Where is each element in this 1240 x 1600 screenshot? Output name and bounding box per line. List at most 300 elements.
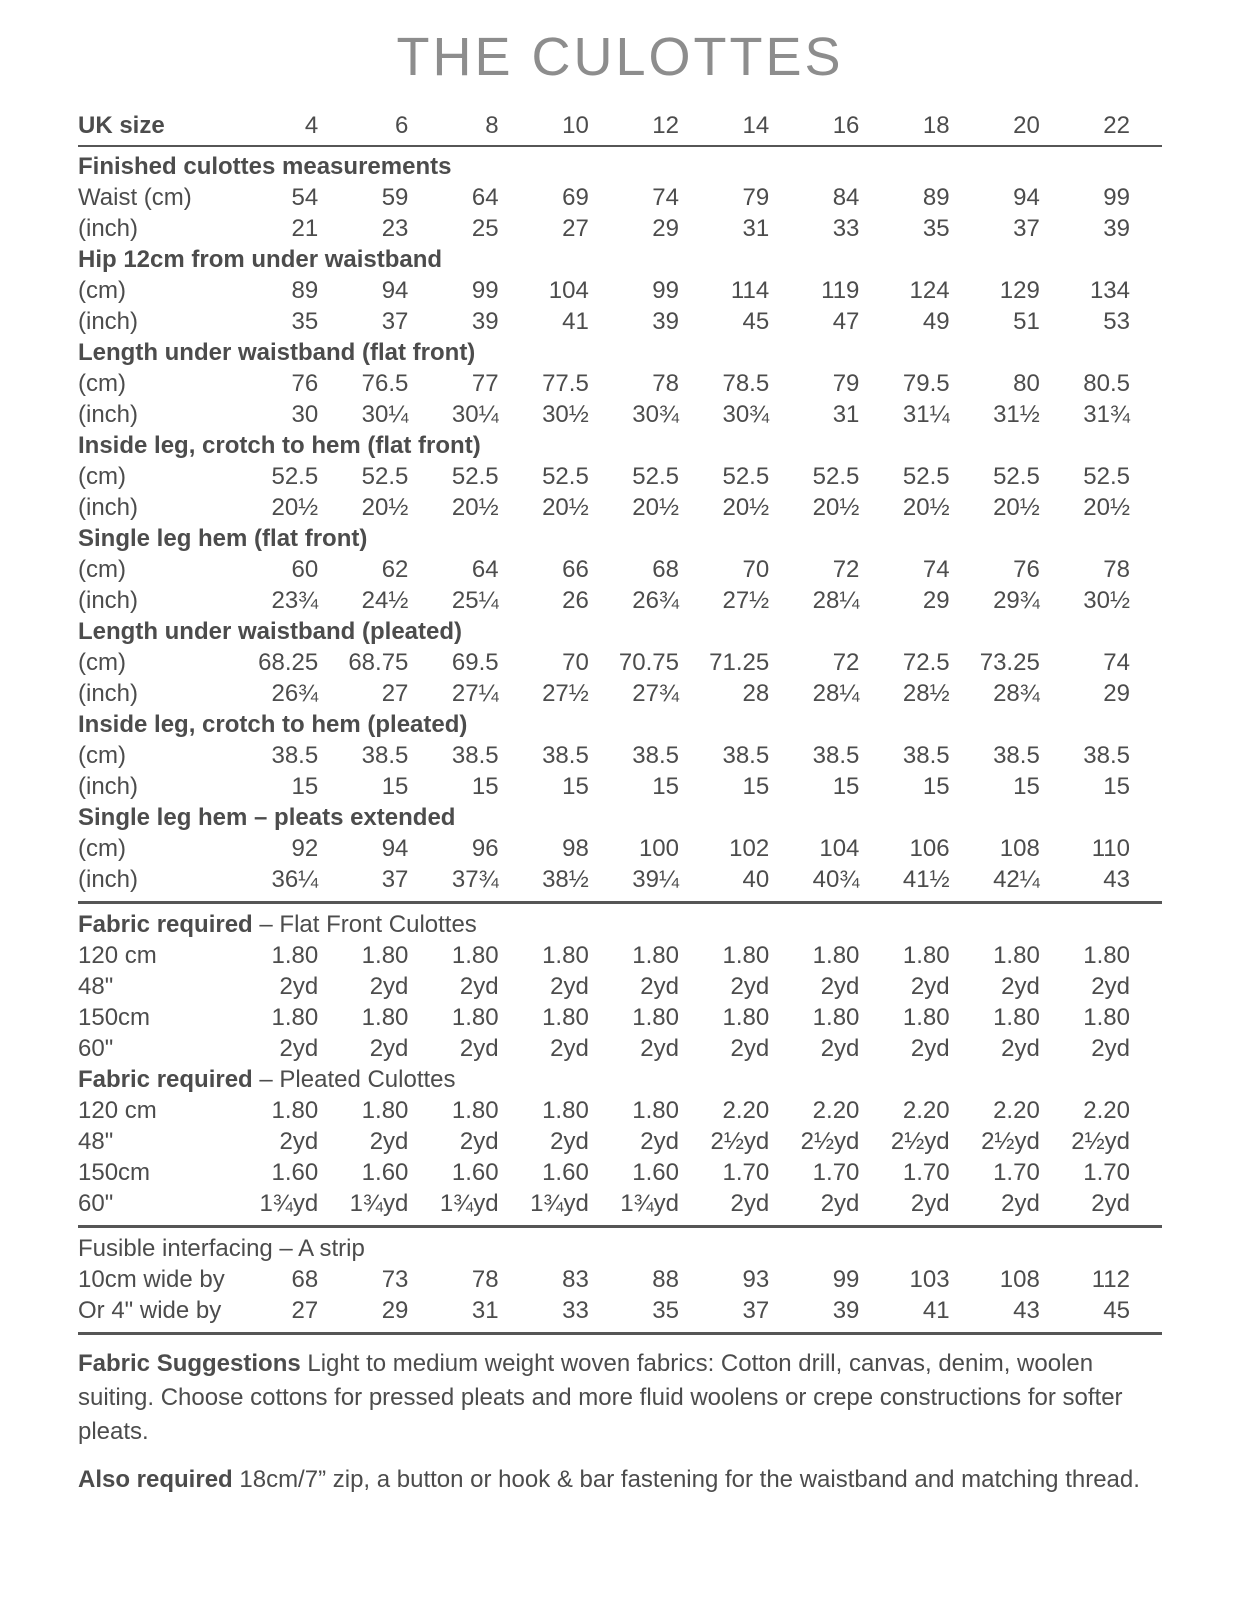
value-cell: 62 [381, 556, 409, 583]
value-cell: 2yd [1001, 1035, 1040, 1062]
value-cell: 2½yd [800, 1128, 860, 1155]
value-cell: 89 [291, 277, 319, 304]
value-cell: 2yd [1091, 973, 1130, 1000]
value-cell: 1.80 [451, 1097, 499, 1124]
divider [78, 1332, 1162, 1335]
section-header-plain-text: – Flat Front Culottes [252, 911, 477, 938]
value-cell: 114 [730, 277, 770, 304]
data-row [78, 740, 1162, 771]
data-row [78, 399, 1162, 430]
value-cell: 2yd [820, 1190, 860, 1217]
value-cell: 1.60 [361, 1159, 409, 1186]
data-row [78, 585, 1162, 616]
value-cell: 73 [381, 1266, 409, 1293]
value-cell: 77.5 [542, 370, 589, 397]
data-row [78, 1095, 1162, 1126]
value-cell: 2yd [640, 1035, 679, 1062]
value-cell: 30¼ [361, 401, 409, 428]
value-cell: 2.20 [993, 1097, 1040, 1124]
size-table [78, 110, 1162, 1335]
section-header-label [78, 909, 1130, 940]
data-row [78, 368, 1162, 399]
value-cell: 103 [909, 1266, 950, 1293]
value-cell: 20½ [902, 494, 950, 521]
value-cell: 70 [742, 556, 770, 583]
section-header-bold-text: Fabric required [78, 911, 253, 938]
data-row [78, 1188, 1162, 1219]
row-label: (cm) [78, 649, 126, 676]
size-value: 18 [922, 112, 950, 139]
size-value: 16 [832, 112, 860, 139]
value-cell: 29¾ [993, 587, 1040, 614]
value-cell: 1¾yd [620, 1190, 679, 1217]
value-cell: 28¾ [993, 680, 1040, 707]
value-cell: 30 [291, 401, 319, 428]
value-cell: 1.80 [993, 1004, 1040, 1031]
value-cell: 1.80 [722, 1004, 770, 1031]
value-cell: 2yd [279, 1128, 319, 1155]
value-cell: 20½ [812, 494, 860, 521]
value-cell: 64 [471, 184, 499, 211]
value-cell: 39 [1103, 215, 1130, 242]
value-cell: 79.5 [902, 370, 950, 397]
data-row [78, 461, 1162, 492]
value-cell: 76.5 [361, 370, 409, 397]
value-cell: 20½ [542, 494, 589, 521]
value-cell: 2yd [910, 1190, 950, 1217]
row-label: Waist (cm) [78, 184, 192, 211]
value-cell: 1.80 [542, 1097, 589, 1124]
value-cell: 2yd [459, 1128, 499, 1155]
row-label: (inch) [78, 866, 139, 893]
value-cell: 112 [1091, 1266, 1130, 1293]
row-label: (inch) [78, 587, 139, 614]
value-cell: 1¾yd [349, 1190, 409, 1217]
section-header-row [78, 709, 1162, 740]
value-cell: 68 [652, 556, 679, 583]
value-cell: 15 [652, 773, 679, 800]
value-cell: 92 [291, 835, 319, 862]
value-cell: 94 [381, 277, 409, 304]
value-cell: 94 [381, 835, 409, 862]
row-label: (inch) [78, 401, 139, 428]
value-cell: 25 [471, 215, 499, 242]
value-cell: 104 [819, 835, 860, 862]
value-cell: 20½ [993, 494, 1040, 521]
value-cell: 41 [562, 308, 589, 335]
value-cell: 80 [1013, 370, 1040, 397]
section-header-bold-text: Single leg hem (flat front) [78, 525, 368, 552]
data-row [78, 1157, 1162, 1188]
section-header-row [78, 802, 1162, 833]
section-header-label [78, 523, 1130, 554]
section-header-row [78, 616, 1162, 647]
value-cell: 38.5 [542, 742, 589, 769]
value-cell: 26 [562, 587, 589, 614]
value-cell: 41½ [902, 866, 950, 893]
value-cell: 74 [922, 556, 950, 583]
value-cell: 40 [742, 866, 770, 893]
value-cell: 27½ [542, 680, 589, 707]
row-label: (inch) [78, 308, 139, 335]
value-cell: 1.60 [271, 1159, 319, 1186]
data-row [78, 554, 1162, 585]
value-cell: 88 [652, 1266, 679, 1293]
value-cell: 1¾yd [439, 1190, 499, 1217]
value-cell: 2yd [910, 1035, 950, 1062]
value-cell: 2yd [550, 1128, 589, 1155]
row-label: 120 cm [78, 942, 157, 969]
value-cell: 2yd [550, 1035, 589, 1062]
row-label: 60" [78, 1190, 114, 1217]
value-cell: 38.5 [451, 742, 499, 769]
value-cell: 2.20 [902, 1097, 950, 1124]
value-cell: 15 [1013, 773, 1040, 800]
value-cell: 2yd [910, 973, 950, 1000]
value-cell: 35 [922, 215, 950, 242]
value-cell: 119 [821, 277, 860, 304]
size-value: 12 [652, 112, 679, 139]
row-label: (cm) [78, 370, 126, 397]
value-cell: 1.80 [451, 942, 499, 969]
section-header-row [78, 1064, 1162, 1095]
note-lead-bold: Fabric Suggestions [78, 1350, 301, 1377]
value-cell: 52.5 [632, 463, 679, 490]
section-header-bold-text: Fabric required [78, 1066, 253, 1093]
row-label: 10cm wide by [78, 1266, 225, 1293]
value-cell: 89 [922, 184, 950, 211]
value-cell: 27 [381, 680, 409, 707]
section-header-label [78, 244, 1130, 275]
value-cell: 134 [1089, 277, 1130, 304]
value-cell: 29 [381, 1297, 409, 1324]
section-header-row [78, 151, 1162, 182]
value-cell: 38.5 [361, 742, 409, 769]
value-cell: 78.5 [722, 370, 770, 397]
value-cell: 102 [729, 835, 770, 862]
value-cell: 20½ [632, 494, 679, 521]
value-cell: 71.25 [709, 649, 770, 676]
value-cell: 106 [909, 835, 950, 862]
divider [78, 1225, 1162, 1228]
value-cell: 37 [1013, 215, 1040, 242]
value-cell: 2½yd [981, 1128, 1040, 1155]
value-cell: 94 [1013, 184, 1040, 211]
value-cell: 1.70 [722, 1159, 770, 1186]
value-cell: 2½yd [1071, 1128, 1130, 1155]
value-cell: 108 [999, 1266, 1040, 1293]
value-cell: 2yd [369, 973, 409, 1000]
value-cell: 15 [291, 773, 319, 800]
value-cell: 2yd [1091, 1035, 1130, 1062]
size-value: 22 [1103, 112, 1130, 139]
data-row [78, 971, 1162, 1002]
value-cell: 1.80 [722, 942, 770, 969]
value-cell: 15 [742, 773, 770, 800]
value-cell: 2yd [1001, 973, 1040, 1000]
value-cell: 35 [652, 1297, 679, 1324]
section-header-row [78, 1233, 1162, 1264]
value-cell: 2yd [820, 973, 860, 1000]
value-cell: 52.5 [361, 463, 409, 490]
value-cell: 2yd [369, 1128, 409, 1155]
value-cell: 70 [562, 649, 589, 676]
value-cell: 1.60 [451, 1159, 499, 1186]
value-cell: 52.5 [902, 463, 950, 490]
value-cell: 99 [832, 1266, 860, 1293]
data-row [78, 213, 1162, 244]
value-cell: 1.80 [542, 1004, 589, 1031]
value-cell: 69.5 [451, 649, 499, 676]
value-cell: 20½ [451, 494, 499, 521]
value-cell: 66 [562, 556, 589, 583]
value-cell: 1.80 [271, 1004, 319, 1031]
value-cell: 30½ [542, 401, 589, 428]
value-cell: 1.80 [361, 1097, 409, 1124]
value-cell: 37¾ [451, 866, 499, 893]
value-cell: 31 [742, 215, 770, 242]
section-header-row [78, 337, 1162, 368]
size-value: 4 [304, 112, 319, 139]
row-label: 60" [78, 1035, 114, 1062]
value-cell: 29 [922, 587, 950, 614]
row-label: (inch) [78, 680, 139, 707]
row-label: (cm) [78, 277, 126, 304]
value-cell: 31¼ [902, 401, 950, 428]
value-cell: 37 [742, 1297, 770, 1324]
row-label: (inch) [78, 494, 139, 521]
section-header-bold-text: Finished culottes measurements [78, 153, 452, 180]
value-cell: 31 [832, 401, 860, 428]
data-row [78, 306, 1162, 337]
value-cell: 27¾ [632, 680, 679, 707]
note-lead-bold: Also required [78, 1466, 233, 1493]
value-cell: 52.5 [271, 463, 319, 490]
value-cell: 1.70 [993, 1159, 1040, 1186]
value-cell: 47 [832, 308, 860, 335]
row-label: 120 cm [78, 1097, 157, 1124]
value-cell: 1.80 [542, 942, 589, 969]
value-cell: 20½ [1083, 494, 1130, 521]
section-header-bold-text: Inside leg, crotch to hem (pleated) [78, 711, 468, 738]
value-cell: 99 [471, 277, 499, 304]
value-cell: 43 [1103, 866, 1130, 893]
value-cell: 110 [1091, 835, 1130, 862]
value-cell: 29 [1103, 680, 1130, 707]
value-cell: 43 [1013, 1297, 1040, 1324]
row-label: (inch) [78, 215, 139, 242]
value-cell: 52.5 [812, 463, 860, 490]
value-cell: 51 [1013, 308, 1040, 335]
section-header-bold-text: Length under waistband (pleated) [78, 618, 463, 645]
value-cell: 54 [291, 184, 319, 211]
value-cell: 33 [562, 1297, 589, 1324]
data-row [78, 1264, 1162, 1295]
value-cell: 124 [909, 277, 950, 304]
value-cell: 1.80 [993, 942, 1040, 969]
value-cell: 45 [1103, 1297, 1130, 1324]
section-header-row [78, 909, 1162, 940]
value-cell: 15 [562, 773, 589, 800]
section-header-label [78, 337, 1130, 368]
value-cell: 76 [1013, 556, 1040, 583]
value-cell: 15 [922, 773, 950, 800]
size-value: 8 [485, 112, 499, 139]
data-row [78, 182, 1162, 213]
data-row [78, 864, 1162, 895]
note-paragraph [78, 1347, 1162, 1449]
value-cell: 72 [832, 649, 860, 676]
value-cell: 20½ [722, 494, 770, 521]
value-cell: 1.80 [1083, 1004, 1130, 1031]
value-cell: 42¼ [993, 866, 1040, 893]
section-header-row [78, 244, 1162, 275]
page-title: THE CULOTTES [396, 27, 844, 87]
value-cell: 24½ [361, 587, 409, 614]
value-cell: 1.80 [632, 1004, 679, 1031]
row-label: (inch) [78, 773, 139, 800]
value-cell: 36¼ [271, 866, 319, 893]
row-label: (cm) [78, 742, 126, 769]
value-cell: 1¾yd [530, 1190, 589, 1217]
value-cell: 99 [1103, 184, 1130, 211]
value-cell: 73.25 [979, 649, 1040, 676]
data-row [78, 492, 1162, 523]
value-cell: 40¾ [812, 866, 860, 893]
value-cell: 96 [471, 835, 499, 862]
row-label: 150cm [78, 1159, 151, 1186]
value-cell: 1.70 [902, 1159, 950, 1186]
value-cell: 2.20 [722, 1097, 770, 1124]
row-label: (cm) [78, 556, 126, 583]
value-cell: 1.70 [1083, 1159, 1130, 1186]
value-cell: 2yd [640, 973, 679, 1000]
value-cell: 98 [562, 835, 589, 862]
section-header-row [78, 523, 1162, 554]
size-row-label: UK size [78, 112, 165, 139]
value-cell: 2yd [459, 973, 499, 1000]
size-header-row [78, 110, 1162, 141]
value-cell: 31 [471, 1297, 499, 1324]
divider [78, 145, 1162, 147]
section-header-bold-text: Length under waistband (flat front) [78, 339, 476, 366]
value-cell: 35 [291, 308, 319, 335]
value-cell: 72.5 [902, 649, 950, 676]
section-header-label [78, 1064, 1130, 1095]
value-cell: 84 [832, 184, 860, 211]
value-cell: 26¾ [632, 587, 679, 614]
value-cell: 78 [1103, 556, 1130, 583]
value-cell: 1.80 [361, 1004, 409, 1031]
data-row [78, 1002, 1162, 1033]
value-cell: 77 [471, 370, 499, 397]
value-cell: 28¼ [812, 680, 860, 707]
row-label: 48" [78, 1128, 114, 1155]
value-cell: 2yd [730, 1035, 770, 1062]
value-cell: 27 [291, 1297, 319, 1324]
value-cell: 2yd [550, 973, 589, 1000]
size-value: 10 [562, 112, 589, 139]
value-cell: 15 [381, 773, 409, 800]
data-row [78, 940, 1162, 971]
section-header-plain-text: Fusible interfacing – A strip [78, 1235, 365, 1262]
value-cell: 28¼ [812, 587, 860, 614]
value-cell: 2yd [820, 1035, 860, 1062]
section-header-label [78, 709, 1130, 740]
value-cell: 15 [1103, 773, 1130, 800]
data-row [78, 647, 1162, 678]
value-cell: 2yd [730, 1190, 770, 1217]
value-cell: 1.80 [632, 942, 679, 969]
value-cell: 52.5 [451, 463, 499, 490]
data-row [78, 1033, 1162, 1064]
value-cell: 76 [291, 370, 319, 397]
value-cell: 99 [652, 277, 679, 304]
data-row [78, 275, 1162, 306]
value-cell: 2yd [459, 1035, 499, 1062]
value-cell: 39 [471, 308, 499, 335]
value-cell: 52.5 [1083, 463, 1130, 490]
value-cell: 104 [548, 277, 589, 304]
value-cell: 70.75 [618, 649, 679, 676]
value-cell: 2yd [640, 1128, 679, 1155]
value-cell: 27 [562, 215, 589, 242]
value-cell: 60 [291, 556, 319, 583]
value-cell: 52.5 [542, 463, 589, 490]
value-cell: 1.80 [812, 1004, 860, 1031]
value-cell: 74 [1103, 649, 1130, 676]
value-cell: 100 [638, 835, 679, 862]
section-header-row [78, 430, 1162, 461]
value-cell: 2.20 [1083, 1097, 1130, 1124]
value-cell: 30¼ [451, 401, 499, 428]
value-cell: 33 [832, 215, 860, 242]
row-label: 150cm [78, 1004, 151, 1031]
size-value: 20 [1013, 112, 1040, 139]
value-cell: 1.80 [271, 942, 319, 969]
value-cell: 1.80 [361, 942, 409, 969]
value-cell: 1.80 [902, 1004, 950, 1031]
value-cell: 20½ [271, 494, 319, 521]
value-cell: 28½ [902, 680, 950, 707]
value-cell: 68.75 [348, 649, 409, 676]
section-header-bold-text: Hip 12cm from under waistband [78, 246, 443, 273]
value-cell: 31½ [993, 401, 1040, 428]
value-cell: 39¼ [632, 866, 679, 893]
value-cell: 52.5 [722, 463, 770, 490]
section-header-bold-text: Single leg hem – pleats extended [78, 804, 456, 831]
value-cell: 59 [381, 184, 409, 211]
value-cell: 1.80 [632, 1097, 679, 1124]
value-cell: 21 [291, 215, 319, 242]
value-cell: 2yd [730, 973, 770, 1000]
value-cell: 2yd [369, 1035, 409, 1062]
value-cell: 30¾ [722, 401, 770, 428]
size-value: 6 [395, 112, 409, 139]
value-cell: 38.5 [722, 742, 770, 769]
value-cell: 23¾ [271, 587, 319, 614]
size-value: 14 [742, 112, 770, 139]
value-cell: 2.20 [812, 1097, 860, 1124]
value-cell: 2yd [1091, 1190, 1130, 1217]
section-header-label [78, 802, 1130, 833]
value-cell: 78 [652, 370, 679, 397]
value-cell: 72 [832, 556, 860, 583]
value-cell: 15 [832, 773, 860, 800]
value-cell: 1.80 [902, 942, 950, 969]
value-cell: 37 [381, 308, 409, 335]
value-cell: 2½yd [890, 1128, 950, 1155]
